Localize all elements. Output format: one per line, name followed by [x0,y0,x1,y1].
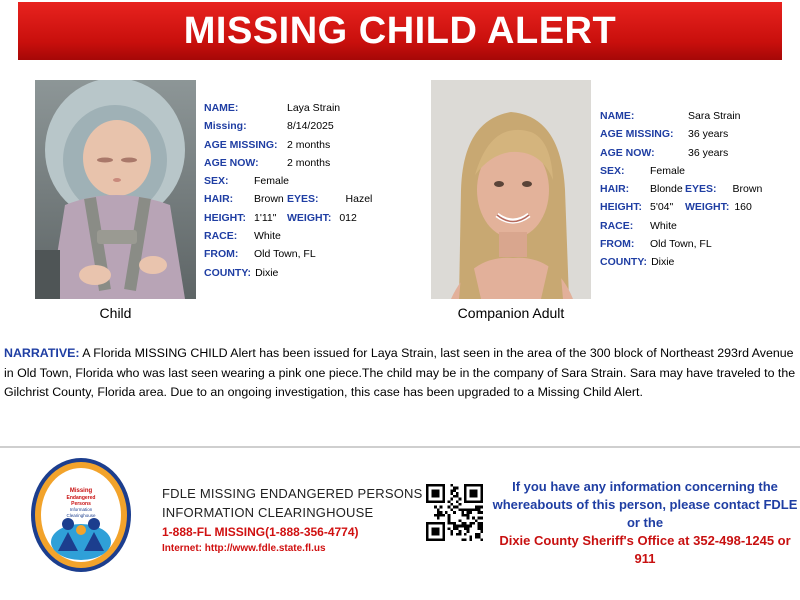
child-height-row [204,209,372,227]
adult-eyes: Brown [732,183,763,196]
child-missing-date: 8/14/2025 [287,120,334,133]
adult-name: Sara Strain [688,110,741,122]
child-from-row [204,245,372,263]
hotline-phone: 1-888-FL MISSING(1-888-356-4774) [162,525,359,539]
child-county: Dixie [255,266,279,279]
adult-sex-label: SEX: [600,164,625,177]
qr-code [426,484,483,541]
adult-weight: 160 [734,201,752,214]
child-age-now: 2 months [287,156,331,169]
adult-sex-row [600,162,762,180]
adult-caption: Companion Adult [457,305,565,321]
child-photo [35,80,196,299]
child-weight: 012 [339,211,357,224]
child-name-row [204,99,372,117]
child-age-missing: 2 months [287,138,331,151]
contact-line-3: or the [626,515,664,530]
adult-race: White [650,219,677,232]
adult-age-now: 36 years [688,146,729,159]
svg-text:Information: Information [69,507,93,512]
adult-race-label: RACE: [600,219,634,232]
adult-name-label: NAME: [600,110,635,122]
adult-hair-label: HAIR: [600,183,630,196]
org-name-line1: FDLE MISSING ENDANGERED PERSONS [162,486,423,501]
child-county-row [204,264,372,282]
child-eyes: Hazel [345,193,373,206]
adult-height-row [600,198,762,216]
org-info [162,484,422,556]
contact-line-2: whereabouts of this person, please contact FDLE [492,497,798,512]
child-age-missing-row [204,136,372,154]
footer-divider [0,446,800,448]
child-missing-label: Missing: [204,120,247,133]
adult-age-missing: 36 years [688,128,729,141]
child-from: Old Town, FL [254,248,316,261]
child-hair: Brown [254,193,284,206]
adult-age-missing-row [600,125,762,143]
adult-eyes-label: EYES: [685,183,717,196]
adult-county-row [600,253,762,271]
child-race-label: RACE: [204,230,238,243]
adult-from-row [600,235,762,253]
child-hair-row [204,190,372,208]
child-age-now-label: AGE NOW: [204,156,259,169]
svg-text:Persons: Persons [71,501,91,507]
contact-line-1: If you have any information concerning the [512,479,778,494]
adult-weight-label: WEIGHT: [685,201,730,214]
child-race: White [254,230,281,243]
child-sex-label: SEX: [204,175,229,188]
adult-from-label: FROM: [600,238,635,251]
adult-height-label: HEIGHT: [600,201,642,214]
adult-hair-row [600,180,762,198]
child-eyes-label: EYES: [287,193,319,206]
adult-race-row [600,217,762,235]
clearinghouse-seal-logo [30,456,132,574]
narrative [4,344,798,403]
child-hair-label: HAIR: [204,193,234,206]
alert-banner [18,2,782,60]
adult-height: 5'04" [650,201,674,214]
adult-photo [431,80,591,299]
child-age-missing-label: AGE MISSING: [204,138,278,151]
contact-line-5: 911 [634,551,656,566]
adult-county-label: COUNTY: [600,256,648,269]
adult-hair: Blonde [650,183,683,196]
alert-title: MISSING CHILD ALERT [183,9,617,52]
adult-age-now-row [600,144,762,162]
child-age-now-row [204,154,372,172]
org-name-line2: INFORMATION CLEARINGHOUSE [162,505,374,520]
contact-info [490,478,800,568]
child-county-label: COUNTY: [204,266,252,279]
child-name: Laya Strain [287,102,341,114]
svg-text:Missing: Missing [69,488,93,494]
adult-info [600,107,762,272]
adult-county: Dixie [651,256,675,269]
child-race-row [204,227,372,245]
child-from-label: FROM: [204,248,239,261]
adult-sex: Female [650,164,686,177]
website-link[interactable]: Internet: http://www.fdle.state.fl.us [162,543,326,554]
svg-text:Clearinghouse: Clearinghouse [66,513,96,518]
adult-age-now-label: AGE NOW: [600,146,655,159]
child-sex: Female [254,175,290,188]
svg-text:Endangered: Endangered [66,495,96,501]
narrative-label: NARRATIVE: [4,346,80,360]
child-height: 1'11" [254,211,277,224]
adult-from: Old Town, FL [650,238,712,251]
child-missing-row [204,117,372,135]
adult-age-missing-label: AGE MISSING: [600,128,674,141]
contact-line-4: Dixie County Sheriff's Office at 352-498-1245 or [499,533,791,548]
child-height-label: HEIGHT: [204,211,246,224]
child-weight-label: WEIGHT: [287,211,332,224]
adult-name-row [600,107,762,125]
child-name-label: NAME: [204,102,239,114]
child-caption: Child [99,305,132,321]
narrative-text: A Florida MISSING CHILD Alert has been issued for Laya Strain, last seen in the area of the 300 block of Northeast 293rd Avenue in Old Town, Florida who was last seen wearing a pink one piece.The child may be in the company of Sara Strain. Sara may have traveled to the Gilchrist County, Florida area. Due to an ongoing investigation, this case has been upgraded to a Missing Child Alert. [4,346,796,399]
child-sex-row [204,172,372,190]
child-info [204,99,372,282]
